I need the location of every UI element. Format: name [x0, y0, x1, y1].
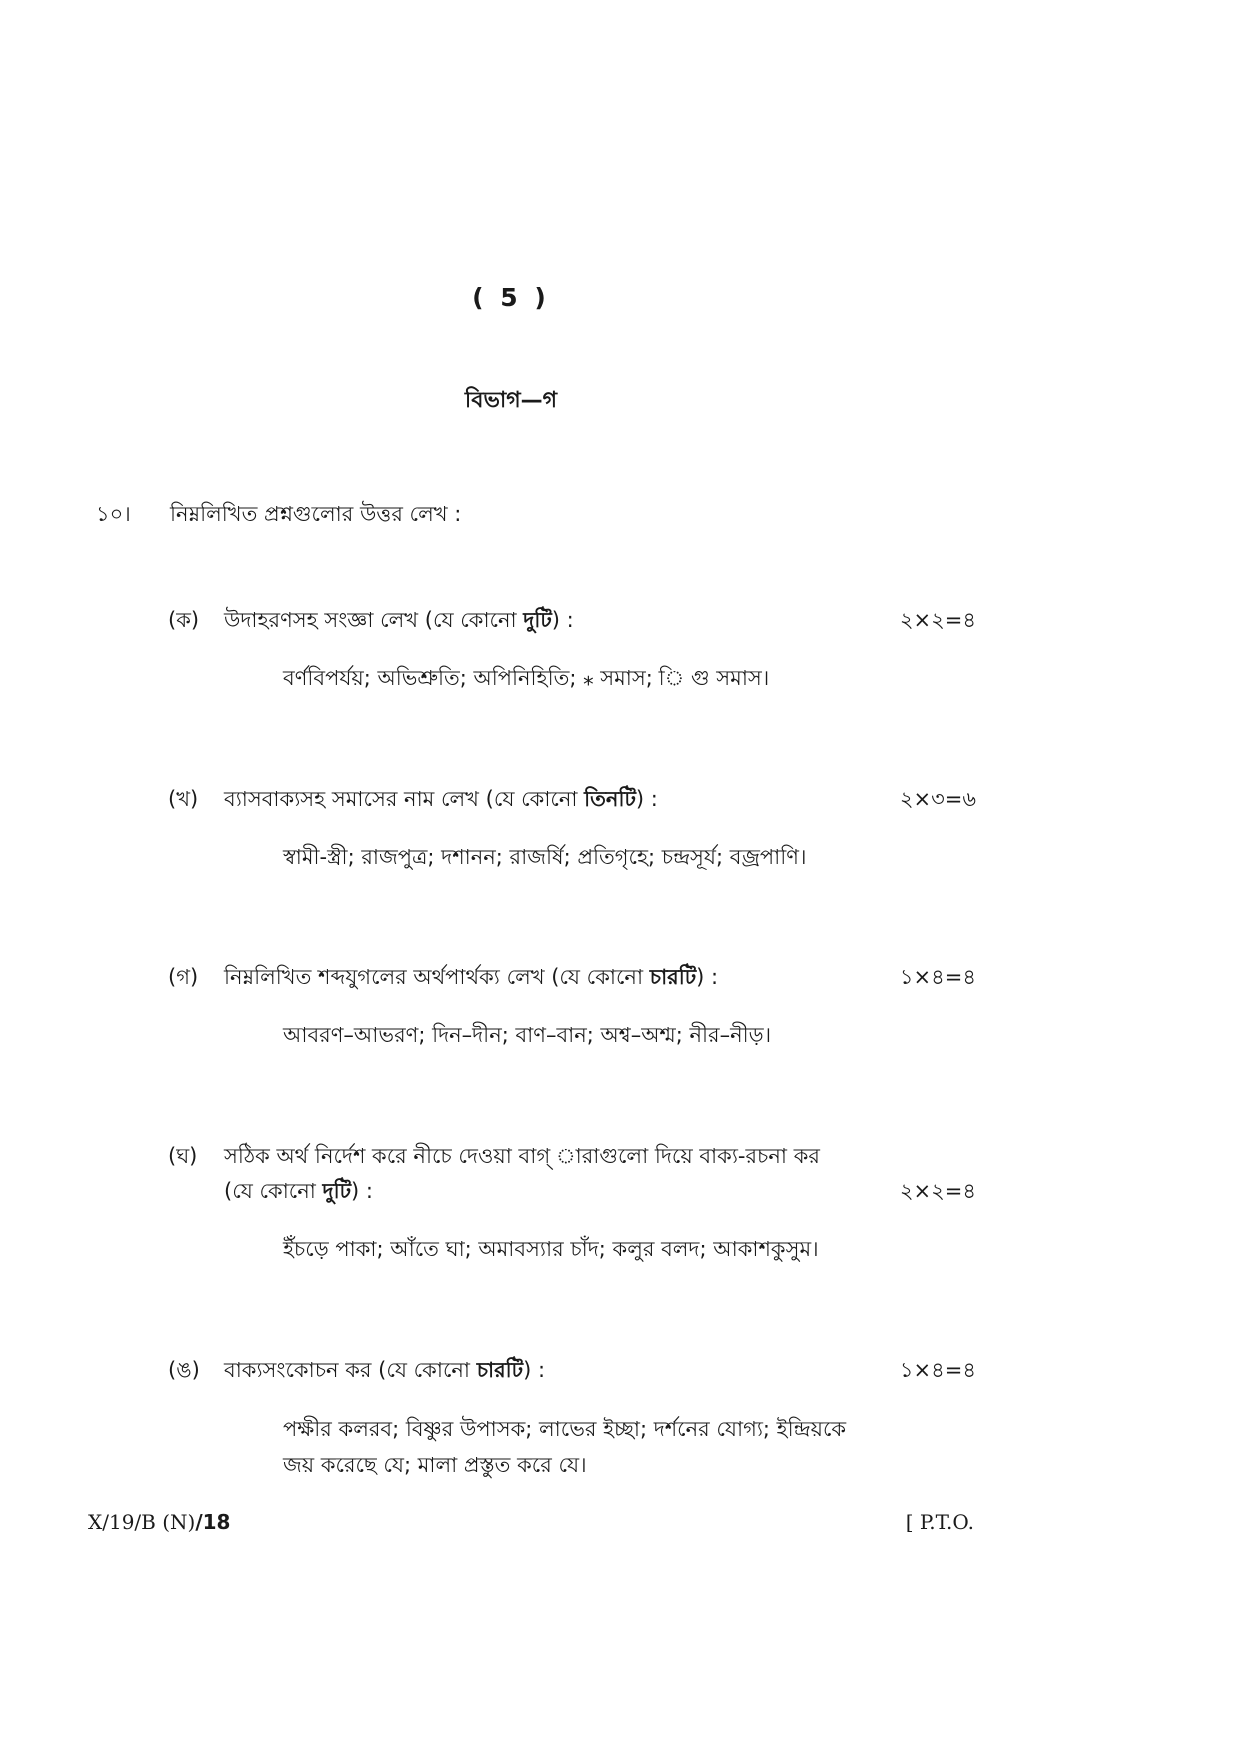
question-number: ১০। [96, 502, 131, 526]
part-ga-label: (গ) [168, 965, 199, 989]
part-ga-body: আবরণ–আভরণ; দিন–দীন; বাণ–বান; অশ্ব–অশ্ম; নীর–নীড়। [283, 1023, 772, 1047]
footer-paper-code: X/19/B (N)/18 [88, 1510, 231, 1534]
part-ka-marks: ২×২=৪ [899, 608, 976, 632]
page-number: ( 5 ) [472, 283, 550, 312]
question-text: নিম্নলিখিত প্রশ্নগুলোর উত্তর লেখ : [170, 502, 462, 526]
part-uma-body-line1: পক্ষীর কলরব; বিষ্ণুর উপাসক; লাভের ইচ্ছা; দর্শনের যোগ্য; ইন্দ্রিয়কে [283, 1417, 847, 1441]
part-kha-marks: ২×৩=৬ [899, 787, 976, 811]
section-title: বিভাগ—গ [464, 388, 558, 413]
part-kha-stem: ব্যাসবাক্যসহ সমাসের নাম লেখ (যে কোনো তিনটি) : [224, 787, 658, 811]
part-uma-label: (ঙ) [168, 1358, 200, 1382]
part-ga-marks: ১×৪=৪ [899, 965, 976, 989]
part-gha-body: ইঁচড়ে পাকা; আঁতে ঘা; অমাবস্যার চাঁদ; কলুর বলদ; আকাশকুসুম। [283, 1237, 819, 1261]
part-gha-stem: (যে কোনো দুটি) : [224, 1179, 373, 1203]
part-ka-label: (ক) [168, 608, 200, 632]
footer-pto: [ P.T.O. [905, 1510, 974, 1534]
part-gha-label: (ঘ) [168, 1144, 198, 1168]
part-ga-stem: নিম্নলিখিত শব্দযুগলের অর্থপার্থক্য লেখ (যে কোনো চারটি) : [224, 965, 719, 989]
part-ka-body: বর্ণবিপর্যয়; অভিশ্রুতি; অপিনিহিতি; ⁎ সমাস; ি গু সমাস। [283, 666, 770, 690]
part-uma-body-line2: জয় করেছে যে; মালা প্রস্তুত করে যে। [283, 1453, 587, 1477]
part-gha-marks: ২×২=৪ [899, 1179, 976, 1203]
part-uma-marks: ১×৪=৪ [899, 1358, 976, 1382]
part-uma-stem: বাক্যসংকোচন কর (যে কোনো চারটি) : [224, 1358, 546, 1382]
part-kha-label: (খ) [168, 787, 199, 811]
part-kha-body: স্বামী-স্ত্রী; রাজপুত্র; দশানন; রাজর্ষি; প্রতিগৃহে; চন্দ্রসূর্য; বজ্রপাণি। [283, 845, 807, 869]
part-gha-stem-line1: সঠিক অর্থ নির্দেশ করে নীচে দেওয়া বাগ্ ারাগুলো দিয়ে বাক্য-রচনা কর [224, 1144, 820, 1168]
part-ka-stem: উদাহরণসহ সংজ্ঞা লেখ (যে কোনো দুটি) : [224, 608, 574, 632]
